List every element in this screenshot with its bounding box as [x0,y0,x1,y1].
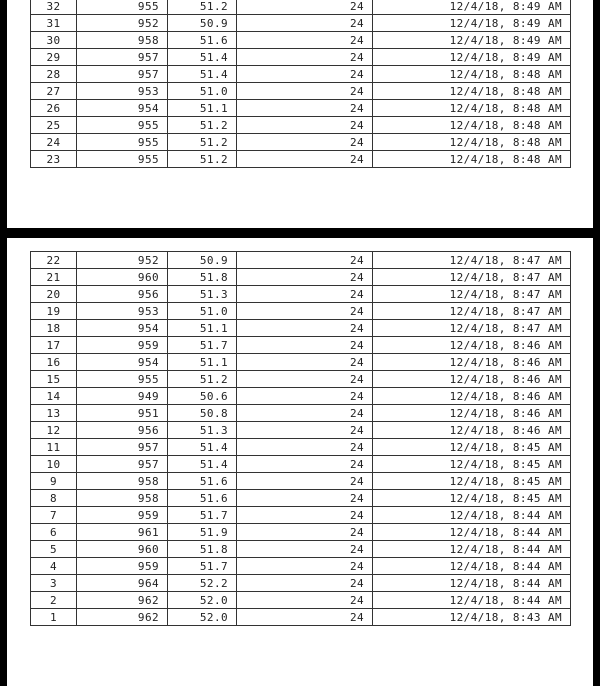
cell-timestamp: 12/4/18, 8:44 AM [373,558,571,575]
cell-index: 5 [31,541,77,558]
cell-value-a: 955 [77,134,168,151]
cell-index: 14 [31,388,77,405]
cell-value-a: 959 [77,337,168,354]
cell-value-b: 50.9 [168,15,237,32]
cell-index: 16 [31,354,77,371]
cell-timestamp: 12/4/18, 8:49 AM [373,0,571,15]
cell-value-a: 958 [77,32,168,49]
cell-value-b: 51.9 [168,524,237,541]
cell-timestamp: 12/4/18, 8:44 AM [373,541,571,558]
cell-index: 4 [31,558,77,575]
cell-value-b: 51.4 [168,439,237,456]
cell-value-b: 51.8 [168,269,237,286]
cell-index: 24 [31,134,77,151]
table-row [31,32,571,49]
cell-index: 15 [31,371,77,388]
cell-timestamp: 12/4/18, 8:46 AM [373,422,571,439]
cell-timestamp: 12/4/18, 8:46 AM [373,405,571,422]
cell-value-b: 51.2 [168,151,237,168]
cell-value-b: 51.2 [168,117,237,134]
cell-value-b: 51.7 [168,558,237,575]
cell-value-a: 960 [77,269,168,286]
cell-timestamp: 12/4/18, 8:48 AM [373,151,571,168]
cell-index: 18 [31,320,77,337]
cell-value-c: 24 [237,541,373,558]
cell-value-a: 953 [77,303,168,320]
table-row [31,609,571,626]
cell-value-c: 24 [237,388,373,405]
table-row [31,422,571,439]
cell-timestamp: 12/4/18, 8:48 AM [373,83,571,100]
cell-value-a: 955 [77,0,168,15]
cell-index: 29 [31,49,77,66]
cell-value-c: 24 [237,439,373,456]
cell-value-c: 24 [237,15,373,32]
cell-timestamp: 12/4/18, 8:46 AM [373,371,571,388]
cell-value-c: 24 [237,405,373,422]
table-row [31,83,571,100]
cell-value-b: 51.1 [168,354,237,371]
cell-timestamp: 12/4/18, 8:49 AM [373,15,571,32]
cell-index: 28 [31,66,77,83]
cell-timestamp: 12/4/18, 8:45 AM [373,490,571,507]
cell-value-a: 955 [77,371,168,388]
table-row [31,558,571,575]
cell-value-a: 957 [77,456,168,473]
cell-value-a: 955 [77,151,168,168]
cell-value-b: 51.8 [168,541,237,558]
cell-value-b: 52.2 [168,575,237,592]
cell-value-a: 951 [77,405,168,422]
cell-value-a: 955 [77,117,168,134]
cell-value-c: 24 [237,354,373,371]
cell-index: 31 [31,15,77,32]
cell-value-b: 51.2 [168,0,237,15]
cell-value-b: 51.4 [168,49,237,66]
cell-index: 3 [31,575,77,592]
table-row [31,524,571,541]
cell-value-a: 964 [77,575,168,592]
cell-value-a: 960 [77,541,168,558]
cell-value-a: 958 [77,490,168,507]
cell-value-c: 24 [237,100,373,117]
cell-timestamp: 12/4/18, 8:45 AM [373,439,571,456]
cell-timestamp: 12/4/18, 8:48 AM [373,66,571,83]
cell-timestamp: 12/4/18, 8:43 AM [373,609,571,626]
cell-value-b: 51.3 [168,422,237,439]
table-row [31,575,571,592]
cell-index: 9 [31,473,77,490]
table-row [31,405,571,422]
cell-timestamp: 12/4/18, 8:46 AM [373,337,571,354]
cell-timestamp: 12/4/18, 8:44 AM [373,592,571,609]
cell-value-c: 24 [237,286,373,303]
cell-value-a: 962 [77,592,168,609]
table-row [31,456,571,473]
cell-value-c: 24 [237,456,373,473]
table-row [31,303,571,320]
table-row [31,490,571,507]
cell-value-b: 51.6 [168,473,237,490]
cell-timestamp: 12/4/18, 8:45 AM [373,456,571,473]
cell-value-a: 957 [77,49,168,66]
cell-value-b: 51.2 [168,134,237,151]
cell-value-c: 24 [237,473,373,490]
table-row [31,100,571,117]
cell-timestamp: 12/4/18, 8:48 AM [373,100,571,117]
document-page-top [7,0,593,228]
cell-value-c: 24 [237,32,373,49]
table-row [31,134,571,151]
table-row [31,66,571,83]
cell-index: 8 [31,490,77,507]
cell-value-b: 51.6 [168,490,237,507]
cell-timestamp: 12/4/18, 8:49 AM [373,49,571,66]
table-row [31,117,571,134]
cell-index: 32 [31,0,77,15]
table-row [31,507,571,524]
cell-value-a: 956 [77,286,168,303]
cell-value-a: 954 [77,320,168,337]
table-row [31,473,571,490]
cell-value-b: 50.8 [168,405,237,422]
cell-value-b: 52.0 [168,609,237,626]
cell-value-c: 24 [237,134,373,151]
cell-timestamp: 12/4/18, 8:44 AM [373,575,571,592]
cell-index: 1 [31,609,77,626]
cell-index: 20 [31,286,77,303]
table-row [31,269,571,286]
cell-value-a: 958 [77,473,168,490]
cell-value-c: 24 [237,151,373,168]
cell-timestamp: 12/4/18, 8:47 AM [373,303,571,320]
table-row [31,337,571,354]
cell-value-c: 24 [237,558,373,575]
cell-value-c: 24 [237,592,373,609]
cell-value-b: 51.6 [168,32,237,49]
cell-value-c: 24 [237,83,373,100]
table-row [31,286,571,303]
cell-timestamp: 12/4/18, 8:46 AM [373,354,571,371]
cell-value-a: 953 [77,83,168,100]
cell-timestamp: 12/4/18, 8:44 AM [373,507,571,524]
cell-value-a: 952 [77,15,168,32]
cell-value-b: 51.2 [168,371,237,388]
cell-value-c: 24 [237,303,373,320]
cell-timestamp: 12/4/18, 8:46 AM [373,388,571,405]
cell-value-b: 51.7 [168,337,237,354]
cell-value-b: 51.3 [168,286,237,303]
cell-index: 12 [31,422,77,439]
cell-value-b: 52.0 [168,592,237,609]
cell-value-a: 949 [77,388,168,405]
cell-timestamp: 12/4/18, 8:47 AM [373,252,571,269]
readings-table [30,251,571,626]
cell-value-c: 24 [237,337,373,354]
cell-value-c: 24 [237,252,373,269]
table-row [31,354,571,371]
cell-timestamp: 12/4/18, 8:45 AM [373,473,571,490]
table-row [31,592,571,609]
cell-value-c: 24 [237,371,373,388]
cell-value-c: 24 [237,575,373,592]
cell-index: 17 [31,337,77,354]
cell-value-c: 24 [237,507,373,524]
cell-timestamp: 12/4/18, 8:48 AM [373,134,571,151]
cell-value-a: 957 [77,66,168,83]
document-page-bottom [7,238,593,686]
cell-value-a: 962 [77,609,168,626]
cell-value-c: 24 [237,269,373,286]
cell-index: 21 [31,269,77,286]
cell-value-a: 957 [77,439,168,456]
cell-index: 6 [31,524,77,541]
cell-index: 22 [31,252,77,269]
cell-value-c: 24 [237,117,373,134]
cell-value-c: 24 [237,524,373,541]
cell-index: 23 [31,151,77,168]
cell-value-c: 24 [237,490,373,507]
cell-timestamp: 12/4/18, 8:44 AM [373,524,571,541]
cell-value-c: 24 [237,609,373,626]
cell-index: 11 [31,439,77,456]
cell-index: 25 [31,117,77,134]
cell-index: 2 [31,592,77,609]
cell-value-a: 959 [77,558,168,575]
cell-timestamp: 12/4/18, 8:47 AM [373,320,571,337]
cell-value-b: 50.9 [168,252,237,269]
cell-timestamp: 12/4/18, 8:48 AM [373,117,571,134]
table-row [31,388,571,405]
table-row [31,252,571,269]
cell-timestamp: 12/4/18, 8:49 AM [373,32,571,49]
cell-value-c: 24 [237,320,373,337]
cell-value-c: 24 [237,422,373,439]
cell-value-a: 954 [77,100,168,117]
cell-index: 26 [31,100,77,117]
table-row [31,371,571,388]
table-row [31,0,571,15]
cell-value-a: 954 [77,354,168,371]
cell-index: 13 [31,405,77,422]
cell-value-b: 51.0 [168,83,237,100]
cell-value-b: 50.6 [168,388,237,405]
cell-value-b: 51.1 [168,320,237,337]
cell-index: 27 [31,83,77,100]
cell-timestamp: 12/4/18, 8:47 AM [373,286,571,303]
table-row [31,320,571,337]
cell-value-a: 956 [77,422,168,439]
cell-index: 30 [31,32,77,49]
table-row [31,439,571,456]
cell-value-a: 961 [77,524,168,541]
cell-value-b: 51.1 [168,100,237,117]
cell-value-c: 24 [237,0,373,15]
cell-value-b: 51.4 [168,66,237,83]
cell-value-b: 51.4 [168,456,237,473]
cell-value-b: 51.0 [168,303,237,320]
cell-value-c: 24 [237,49,373,66]
readings-table [30,0,571,168]
cell-index: 19 [31,303,77,320]
cell-timestamp: 12/4/18, 8:47 AM [373,269,571,286]
table-row [31,49,571,66]
cell-value-b: 51.7 [168,507,237,524]
table-row [31,151,571,168]
cell-value-a: 952 [77,252,168,269]
cell-value-a: 959 [77,507,168,524]
table-row [31,541,571,558]
cell-value-c: 24 [237,66,373,83]
cell-index: 10 [31,456,77,473]
cell-index: 7 [31,507,77,524]
table-row [31,15,571,32]
